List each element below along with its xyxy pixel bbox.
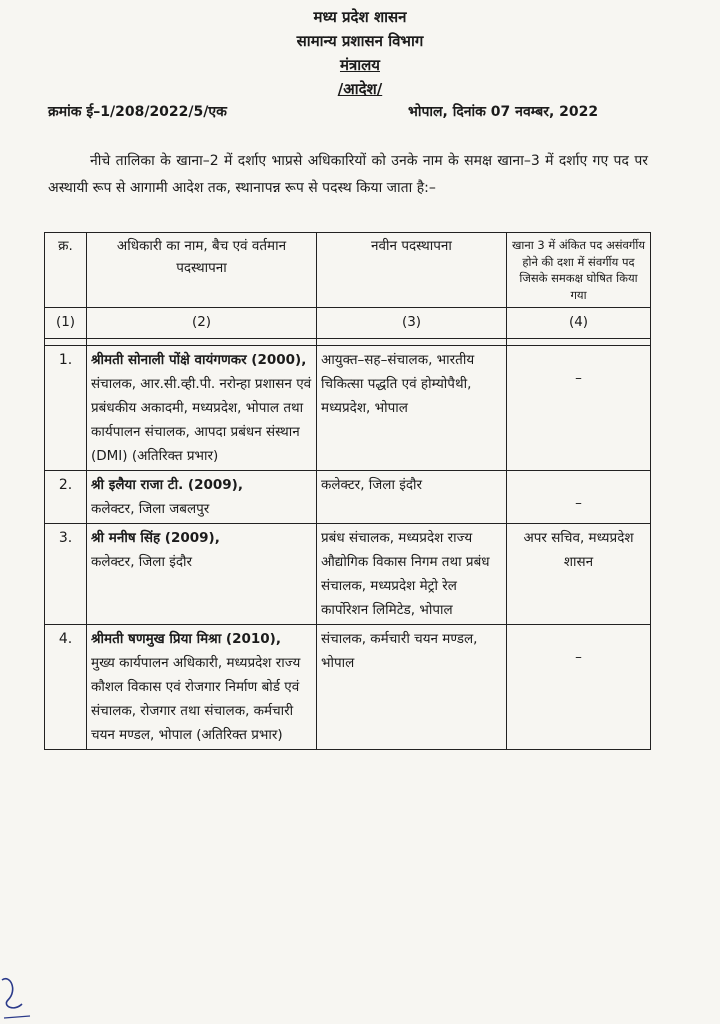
header-new-posting: नवीन पदस्थापना	[317, 233, 507, 308]
officer-current-posting: मुख्य कार्यपालन अधिकारी, मध्यप्रदेश राज्य कौशल विकास एवं रोजगार निर्माण बोर्ड एवं संचालक, रोजगार तथा संचालक, कर्मचारी चयन मण्डल, भोपाल (अतिरिक्त प्रभार)	[91, 655, 301, 743]
header-equivalent: खाना 3 में अंकित पद असंवर्गीय होने की दशा में संवर्गीय पद जिसके समकक्ष घोषित किया गया	[507, 233, 651, 308]
equivalent-post: अपर सचिव, मध्यप्रदेश शासन	[507, 524, 651, 625]
serial-number: 3.	[45, 524, 87, 625]
new-posting: प्रबंध संचालक, मध्यप्रदेश राज्य औद्योगिक विकास निगम तथा प्रबंध संचालक, मध्यप्रदेश मेट्रो रेल कार्पोरेशन लिमिटेड, भोपाल	[317, 524, 507, 625]
order-number: क्रमांक ई–1/208/2022/5/एक	[48, 104, 227, 120]
department-name: सामान्य प्रशासन विभाग	[296, 32, 424, 50]
officer-current-posting: संचालक, आर.सी.व्ही.पी. नरोन्हा प्रशासन एवं प्रबंधकीय अकादमी, मध्यप्रदेश, भोपाल तथा कार्यपालन संचालक, आपदा प्रबंधन संस्थान (DMI) (अतिरिक्त प्रभार)	[91, 376, 312, 464]
order-paragraph: नीचे तालिका के खाना–2 में दर्शाए भाप्रसे अधिकारियों को उनके नाम के समक्ष खाना–3 में दर्शाए गए पद पर अस्थायी रूप से आगामी आदेश तक, स्थानापन्न रूप से पदस्थ किया जाता है:–	[48, 153, 648, 196]
new-posting: संचालक, कर्मचारी चयन मण्डल, भोपाल	[317, 625, 507, 750]
table-row	[45, 346, 651, 471]
serial-number: 1.	[45, 346, 87, 471]
header-officer: अधिकारी का नाम, बैच एवं वर्तमान पदस्थापना	[87, 233, 317, 308]
officer-cell	[87, 625, 317, 750]
header-serial: क्र.	[45, 233, 87, 308]
serial-number: 2.	[45, 471, 87, 524]
serial-number: 4.	[45, 625, 87, 750]
officer-name: श्रीमती सोनाली पोंक्षे वायंगणकर (2000),	[91, 352, 307, 368]
new-posting: आयुक्त–सह–संचालक, भारतीय चिकित्सा पद्धति एवं होम्योपैथी, मध्यप्रदेश, भोपाल	[317, 346, 507, 471]
equivalent-cell	[507, 625, 651, 750]
equivalent-post: –	[575, 370, 582, 386]
equivalent-post: –	[575, 649, 582, 665]
officer-cell	[87, 524, 317, 625]
order-place-date: भोपाल, दिनांक 07 नवम्बर, 2022	[408, 104, 599, 120]
equivalent-post: –	[575, 495, 582, 511]
column-number: (2)	[87, 308, 317, 339]
column-number: (4)	[507, 308, 651, 339]
column-number-row	[45, 308, 651, 339]
new-posting: कलेक्टर, जिला इंदौर	[317, 471, 507, 524]
equivalent-cell	[507, 471, 651, 524]
table-row	[45, 471, 651, 524]
officer-name: श्रीमती षणमुख प्रिया मिश्रा (2010),	[91, 631, 281, 647]
order-heading: /आदेश/	[337, 80, 383, 98]
postings-table	[44, 232, 651, 750]
officer-cell	[87, 346, 317, 471]
spacer-row	[45, 339, 651, 346]
officer-cell	[87, 471, 317, 524]
officer-name: श्री मनीष सिंह (2009),	[91, 530, 220, 546]
officer-current-posting: कलेक्टर, जिला जबलपुर	[91, 501, 210, 517]
equivalent-cell	[507, 346, 651, 471]
govt-name: मध्य प्रदेश शासन	[313, 8, 407, 26]
table-row	[45, 524, 651, 625]
table-header-row	[45, 233, 651, 308]
officer-current-posting: कलेक्टर, जिला इंदौर	[91, 554, 193, 570]
signature-mark-icon	[0, 960, 40, 1024]
column-number: (1)	[45, 308, 87, 339]
officer-name: श्री इलैया राजा टी. (2009),	[91, 477, 243, 493]
table-row	[45, 625, 651, 750]
ministry-label: मंत्रालय	[339, 56, 380, 74]
column-number: (3)	[317, 308, 507, 339]
